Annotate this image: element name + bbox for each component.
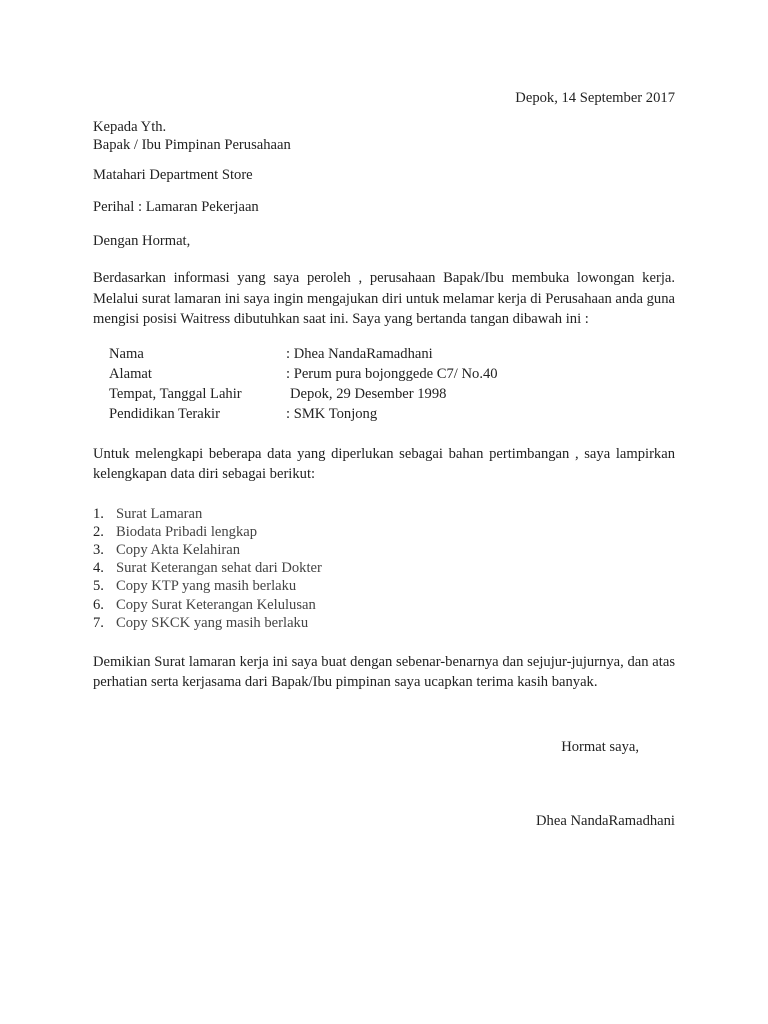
list-number: 6.: [93, 596, 104, 613]
closing-phrase: Hormat saya,: [561, 738, 639, 755]
intro-paragraph: Berdasarkan informasi yang saya peroleh , perusahaan Bapak/Ibu membuka lowongan kerja. Melalui surat lamaran ini saya ingin mengajukan diri untuk melamar kerja di Perusahaan anda guna mengisi posisi Waitress dibutuhkan saat ini. Saya yang bertanda tangan dibawah ini :: [93, 270, 675, 327]
list-number: 1.: [93, 505, 104, 522]
attachment-list: [93, 505, 675, 632]
list-item: [93, 505, 675, 523]
list-text: Surat Lamaran: [116, 505, 203, 522]
identity-value: : Perum pura bojonggede C7/ No.40: [286, 365, 498, 382]
identity-row-name: [109, 344, 675, 364]
list-number: 3.: [93, 541, 104, 558]
list-text: Copy SKCK yang masih berlaku: [116, 614, 309, 631]
identity-value: : Dhea NandaRamadhani: [286, 345, 433, 362]
identity-label: Nama: [109, 345, 144, 362]
list-item: [93, 596, 675, 614]
identity-row-address: [109, 364, 675, 384]
list-item: [93, 523, 675, 541]
list-text: Surat Keterangan sehat dari Dokter: [116, 560, 322, 577]
list-number: 2.: [93, 523, 104, 540]
list-number: 4.: [93, 560, 104, 577]
identity-table: [109, 344, 675, 424]
signer-name: Dhea NandaRamadhani: [536, 812, 675, 829]
identity-label: Alamat: [109, 365, 152, 382]
recipient-title: Bapak / Ibu Pimpinan Perusahaan: [93, 137, 291, 153]
list-item: [93, 614, 675, 632]
list-item: [93, 541, 675, 559]
attachments-paragraph: Untuk melengkapi beberapa data yang diperlukan sebagai bahan pertimbangan , saya lampirkan kelengkapan data diri sebagai berikut:: [93, 445, 675, 482]
recipient-salutation: Kepada Yth.: [93, 119, 167, 135]
identity-label: Pendidikan Terakir: [109, 405, 220, 422]
identity-label: Tempat, Tanggal Lahir: [109, 385, 242, 402]
list-item: [93, 577, 675, 595]
list-number: 5.: [93, 578, 104, 595]
place-date: Depok, 14 September 2017: [515, 90, 675, 106]
list-text: Biodata Pribadi lengkap: [116, 523, 258, 540]
list-text: Copy Akta Kelahiran: [116, 541, 241, 558]
list-number: 7.: [93, 614, 104, 631]
application-letter: [93, 88, 675, 831]
identity-value: : SMK Tonjong: [286, 405, 378, 422]
letter-subject: Perihal : Lamaran Pekerjaan: [93, 199, 259, 215]
list-item: [93, 559, 675, 577]
list-text: Copy KTP yang masih berlaku: [116, 578, 297, 595]
identity-row-birth: [109, 384, 675, 404]
identity-row-education: [109, 404, 675, 424]
recipient-block: [93, 118, 675, 154]
closing-paragraph: Demikian Surat lamaran kerja ini saya buat dengan sebenar-benarnya dan sejujur-jujurnya, dan atas perhatian serta kerjasama dari Bapak/Ibu pimpinan saya ucapkan terima kasih banyak.: [93, 653, 675, 691]
list-text: Copy Surat Keterangan Kelulusan: [116, 596, 316, 613]
greeting: Dengan Hormat,: [93, 233, 191, 249]
identity-value: Depok, 29 Desember 1998: [290, 385, 447, 402]
company-name: Matahari Department Store: [93, 167, 253, 183]
